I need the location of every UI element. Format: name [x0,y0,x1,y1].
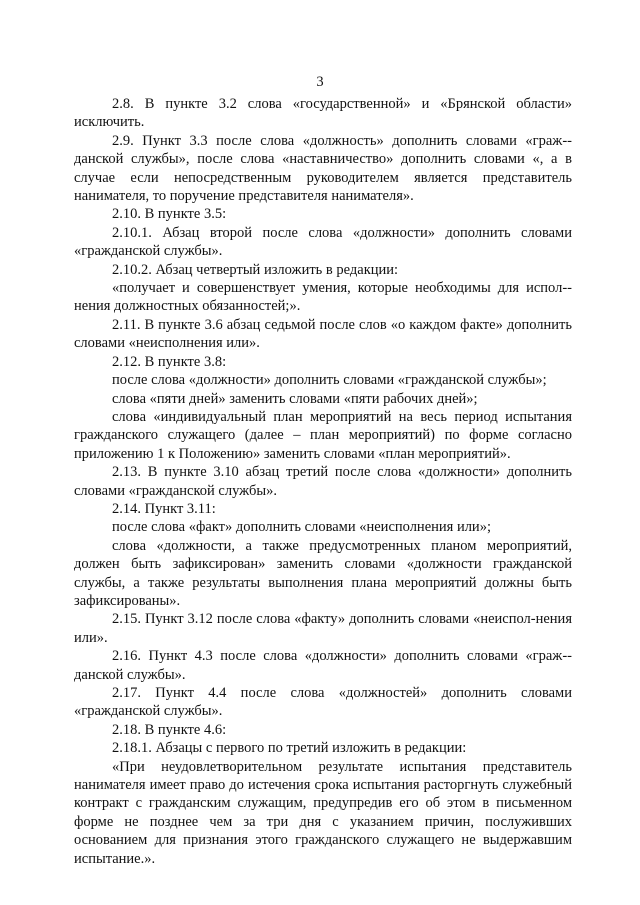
paragraph-2-12: 2.12. В пункте 3.8: [112,353,227,370]
paragraph-2-10-2: 2.10.2. Абзац четвертый изложить в редакции: [112,261,399,278]
paragraph-2-14-a: после слова «факт» дополнить словами «неисполнения или»; [112,519,491,536]
paragraph-2-14-b: слова «должности, а также предусмотренных планом мероприятий, должен быть зафиксирован» заменить словами «должности гражданской службы, а также результаты выполнения плана мероприятий должны быть зафиксированы». [74,537,572,609]
paragraph-2-16: 2.16. Пункт 4.3 после слова «должности» дополнить словами «граж-данской службы». [74,648,572,683]
page-number: 3 [316,74,324,90]
document-body [74,95,572,868]
paragraph-2-12-b: слова «пяти дней» заменить словами «пяти рабочих дней»; [112,390,478,407]
paragraph-2-18-1: 2.18.1. Абзацы с первого по третий изложить в редакции: [112,740,467,757]
paragraph-2-9: 2.9. Пункт 3.3 после слова «должность» дополнить словами «граж-данской службы», после слова «наставничество» дополнить словами «, а в случае если непосредственным руководителем является представитель нанимателя, то поручение представителя нанимателя». [74,132,572,205]
paragraph-2-11: 2.11. В пункте 3.6 абзац седьмой после слов «о каждом факте» дополнить словами «неисполнения или». [74,316,572,352]
paragraph-2-10: 2.10. В пункте 3.5: [112,206,227,223]
paragraph-2-13: 2.13. В пункте 3.10 абзац третий после слова «должности» дополнить словами «гражданской службы». [74,464,572,499]
paragraph-quote-termination: «При неудовлетворительном результате испытания представитель нанимателя имеет право до истечения срока испытания расторгнуть служебный контракт с гражданским служащим, предупредив его об этом в письменном форме не позднее чем за три дня с указанием причин, послуживших основанием для признания этого гражданского служащего не выдержавшим испытание.». [74,758,572,867]
paragraph-quote-abilities: «получает и совершенствует умения, которые необходимы для испол-нения должностных обязанностей;». [74,280,572,315]
paragraph-2-12-a: после слова «должности» дополнить словами «гражданской службы»; [112,372,547,389]
paragraph-2-10-1: 2.10.1. Абзац второй после слова «должности» дополнить словами «гражданской службы». [74,224,572,260]
paragraph-2-15: 2.15. Пункт 3.12 после слова «факту» дополнить словами «неиспол-нения или». [74,611,572,646]
paragraph-2-12-c: слова «индивидуальный план мероприятий на весь период испытания гражданского служащего (далее – план мероприятий) по форме согласно приложению 1 к Положению» заменить словами «план мероприятий». [74,408,572,462]
paragraph-2-8: 2.8. В пункте 3.2 слова «государственной» и «Брянской области» исключить. [74,96,572,131]
paragraph-2-18: 2.18. В пункте 4.6: [112,721,227,738]
paragraph-2-17: 2.17. Пункт 4.4 после слова «должностей» дополнить словами «гражданской службы». [74,685,572,720]
paragraph-2-14: 2.14. Пункт 3.11: [112,500,216,517]
